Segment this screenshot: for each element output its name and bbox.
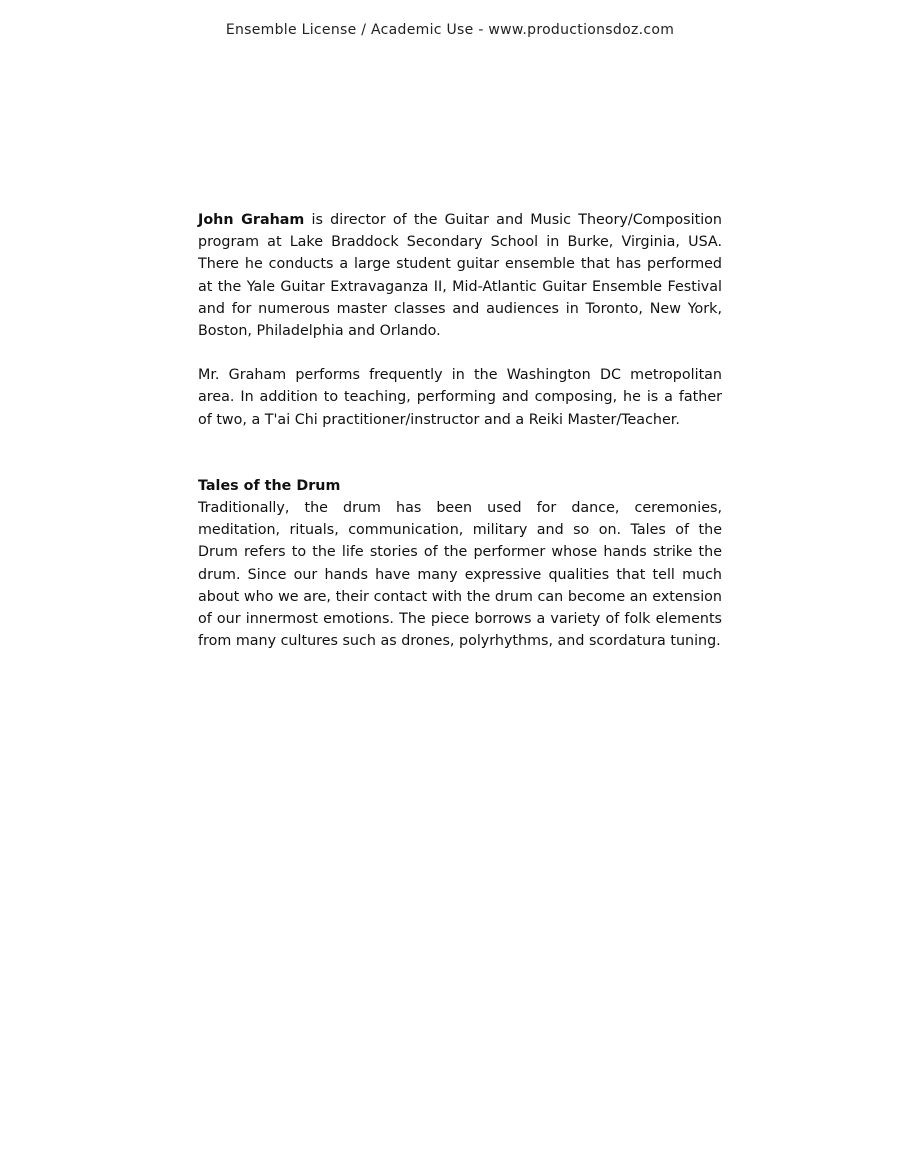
composer-name: John Graham: [198, 212, 305, 228]
paragraph-spacer: [198, 342, 722, 364]
section-spacer: [198, 431, 722, 475]
piece-title: Tales of the Drum: [198, 477, 341, 494]
bio-paragraph-1: [198, 209, 722, 342]
bio-paragraph-1-text: is director of the Guitar and Music Theory/Composition program at Lake Braddock Secondary School in Burke, Virginia, USA. There he conducts a large student guitar ensemble that has performed at the Yale Guitar Extravaganza II, Mid-Atlantic Guitar Ensemble Festival and for numerous master classes and audiences in Toronto, New York, Boston, Philadelphia and Orlando.: [198, 212, 722, 340]
document-body: [198, 209, 722, 652]
page-header: Ensemble License / Academic Use - www.productionsdoz.com: [225, 22, 675, 38]
piece-description: Traditionally, the drum has been used for dance, ceremonies, meditation, rituals, communication, military and so on. Tales of the Drum refers to the life stories of the performer whose hands strike the drum. Since our hands have many expressive qualities that tell much about who we are, their contact with the drum can become an extension of our innermost emotions. The piece borrows a variety of folk elements from many cultures such as drones, polyrhythms, and scordatura tuning.: [198, 500, 722, 650]
bio-paragraph-2: Mr. Graham performs frequently in the Washington DC metropolitan area. In addition to teaching, performing and composing, he is a father of two, a T'ai Chi practitioner/instructor and a Reiki Master/Teacher.: [198, 367, 722, 428]
